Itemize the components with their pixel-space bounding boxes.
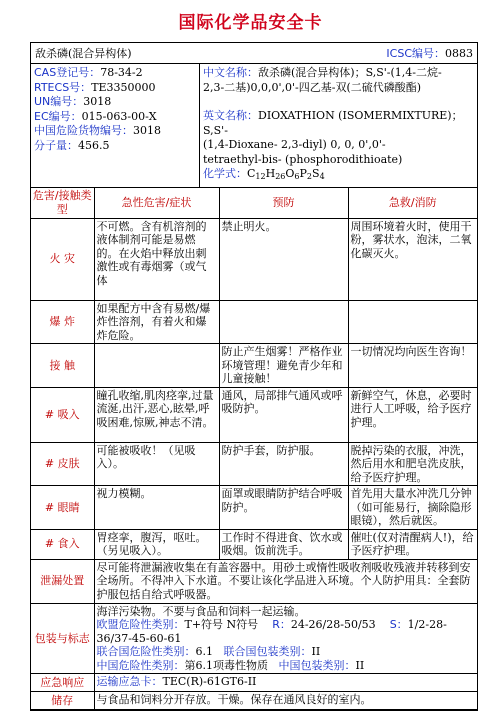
table-row xyxy=(31,344,477,388)
row-prevention xyxy=(219,300,348,344)
row-symptoms: 胃痉挛，腹泻，呕吐。（另见吸入）。 xyxy=(94,529,219,559)
row-prevention: 禁止明火。 xyxy=(219,218,348,300)
header-type: 危害/接触类型 xyxy=(31,188,94,219)
row-type-explosion: 爆 炸 xyxy=(31,300,94,344)
card-frame xyxy=(30,42,478,711)
hazard-table xyxy=(31,188,477,711)
un-classification: 联合国危险性类别：6.1 联合国包装类别：II xyxy=(96,645,321,658)
packaging-content xyxy=(94,603,477,674)
row-symptoms: 瞳孔收缩,肌肉痉挛,过量流涎,出汗,恶心,眩晕,呼吸困难,惊厥,神志不清。 xyxy=(94,387,219,442)
english-name-line3: tetraethyl-bis- (phosphorodithioate) xyxy=(203,152,403,166)
row-symptoms: 如果配方中含有易燃/爆炸性溶剂，有着火和爆炸危险。 xyxy=(94,300,219,344)
row-symptoms: 视力模糊。 xyxy=(94,486,219,530)
row-firstaid xyxy=(348,300,477,344)
cn-classification: 中国危险性类别：第6.1项毒性物质 中国包装类别：II xyxy=(96,658,365,672)
row-prevention: 防护手套，防护服。 xyxy=(219,442,348,486)
packaging-label: 包装与标志 xyxy=(31,603,94,674)
table-row xyxy=(31,387,477,442)
row-symptoms xyxy=(94,344,219,388)
row-firstaid: 催吐(仅对清醒病人!)，给予医疗护理。 xyxy=(348,529,477,559)
molecular-weight: 分子量：456.5 xyxy=(34,138,110,152)
chinese-name-line1: 中文名称：敌杀磷(混合异构体)；S,S'-(1,4-二烷- xyxy=(203,66,442,79)
row-prevention: 工作时不得进食、饮水或吸烟。饭前洗手。 xyxy=(219,529,348,559)
eu-classification: 欧盟危险性类别：T+符号 N符号 R：24-26/28-50/53 S：1/2-28-36/37-45-60-61 xyxy=(96,618,447,645)
row-type-inhalation: # 吸入 xyxy=(31,387,94,442)
row-firstaid: 新鲜空气，休息，必要时进行人工呼吸，给予医疗护理。 xyxy=(348,387,477,442)
spill-text: 尽可能将泄漏液收集在有盖容器中。用砂土或惰性吸收剂吸收残液并转移到安全场所。不得冲入下水道。不要让该化学品进入环境。个人防护用具：全套防护服包括自给式呼吸器。 xyxy=(94,559,477,603)
row-type-exposure: 接 触 xyxy=(31,344,94,388)
name-bar xyxy=(31,43,477,64)
emergency-content: 运输应急卡：TEC(R)-61GT6-II xyxy=(94,674,477,692)
header-firstaid: 急救/消防 xyxy=(348,188,477,219)
storage-text: 与食品和饲料分开存放。干燥。保存在通风良好的室内。 xyxy=(94,692,477,710)
row-type-eyes: # 眼睛 xyxy=(31,486,94,530)
header-symptoms: 急性危害/症状 xyxy=(94,188,219,219)
packaging-line1: 海洋污染物。不要与食品和饲料一起运输。 xyxy=(96,604,306,618)
row-symptoms: 不可燃。含有机溶剂的液体制剂可能是易燃的。在火焰中释放出刺激性或有毒烟雾（或气体 xyxy=(94,218,219,300)
table-row xyxy=(31,218,477,300)
row-type-ingestion: # 食入 xyxy=(31,529,94,559)
emergency-label: 应急响应 xyxy=(31,674,94,692)
row-type-fire: 火 灾 xyxy=(31,218,94,300)
table-row xyxy=(31,529,477,559)
un-number: UN编号：3018 xyxy=(34,95,112,108)
row-prevention: 通风，局部排气通风或呼吸防护。 xyxy=(219,387,348,442)
chinese-name-line2: 2,3-二基)0,0,0',0'-四乙基-双(二硫代磷酸酯) xyxy=(203,80,422,94)
row-firstaid: 首先用大量水冲洗几分钟（如可能易行，摘除隐形眼镜），然后就医。 xyxy=(348,486,477,530)
row-symptoms: 可能被吸收！（见吸入）。 xyxy=(94,442,219,486)
english-name-line2: (1,4-Dioxane- 2,3-diyl) 0, 0, 0',0'- xyxy=(203,138,386,151)
table-row xyxy=(31,486,477,530)
storage-row xyxy=(31,692,477,710)
rtecs-number: RTECS号：TE3350000 xyxy=(34,80,156,94)
chemical-name: 敌杀磷(混合异构体) xyxy=(35,47,132,60)
spill-row xyxy=(31,559,477,603)
cn-dangerous-goods-number: 中国危险货物编号：3018 xyxy=(34,124,161,137)
identifier-block xyxy=(31,64,477,188)
storage-label: 储存 xyxy=(31,692,94,710)
cas-number: CAS登记号：78-34-2 xyxy=(34,66,143,79)
row-firstaid: 脱掉污染的衣服，冲洗，然后用水和肥皂洗皮肤，给予医疗护理。 xyxy=(348,442,477,486)
emergency-row xyxy=(31,674,477,692)
hazard-table-header xyxy=(31,188,477,219)
row-firstaid: 一切情况均向医生咨询！ xyxy=(348,344,477,388)
header-prevention: 预防 xyxy=(219,188,348,219)
english-name-line1: 英文名称：DIOXATHION (ISOMERMIXTURE)；S,S'- xyxy=(203,109,463,137)
row-type-skin: # 皮肤 xyxy=(31,442,94,486)
icsc-number: ICSC编号：0883 xyxy=(386,47,473,60)
identifier-list xyxy=(31,64,200,187)
row-prevention: 面罩或眼睛防护结合呼吸防护。 xyxy=(219,486,348,530)
spill-label: 泄漏处置 xyxy=(31,559,94,603)
packaging-row xyxy=(31,603,477,674)
table-row xyxy=(31,300,477,344)
row-firstaid: 周围环境着火时，使用干粉，雾状水，泡沫，二氧化碳灭火。 xyxy=(348,218,477,300)
chemical-formula: 化学式：$C_{12}H_{26}O_6P_2S_4$ xyxy=(203,167,325,181)
row-prevention: 防止产生烟雾！严格作业环境管理！避免青少年和儿童接触！ xyxy=(219,344,348,388)
table-row xyxy=(31,442,477,486)
ec-number: EC编号：015-063-00-X xyxy=(34,109,157,123)
card-title: 国际化学品安全卡 xyxy=(178,13,323,33)
name-list xyxy=(200,64,477,187)
